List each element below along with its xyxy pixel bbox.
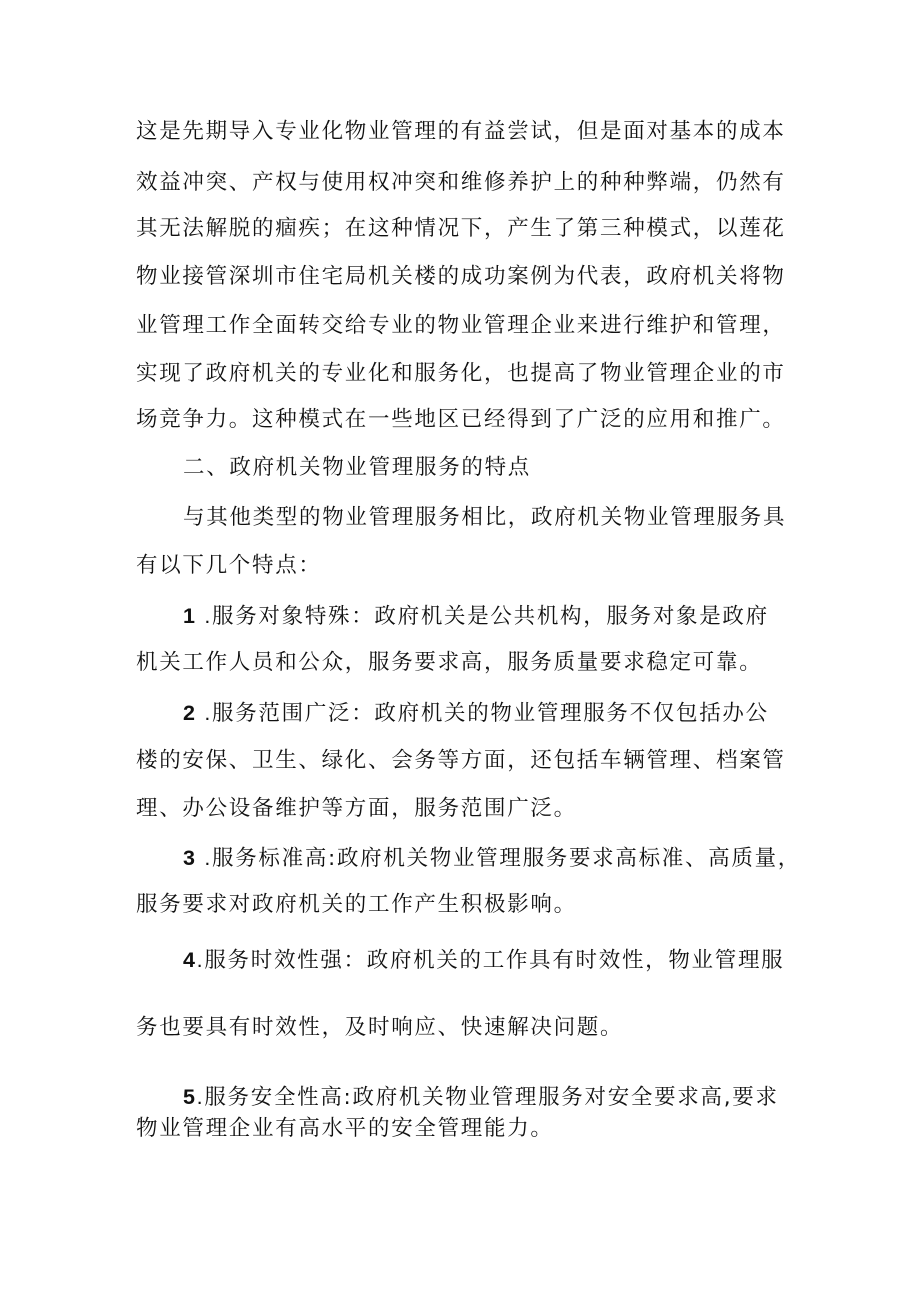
item-text: 服务标准高:政府机关物业管理服务要求高标准、高质量， xyxy=(212,846,801,871)
paragraph-line: 效益冲突、产权与使用权冲突和维修养护上的种种弊端，仍然有 xyxy=(136,170,786,195)
list-item-5-continuation: 物业管理企业有高水平的安全管理能力。 xyxy=(136,1116,554,1141)
item-text: 服务对象特殊：政府机关是公共机构，服务对象是政府 xyxy=(212,604,769,629)
item-text: 服务安全性高:政府机关物业管理服务对安全要求高,要求 xyxy=(204,1085,779,1110)
list-item-2-continuation: 理、办公设备维护等方面，服务范围广泛。 xyxy=(136,796,577,821)
paragraph-line: 这是先期导入专业化物业管理的有益尝试，但是面对基本的成本 xyxy=(136,119,786,144)
paragraph-line: 其无法解脱的痼疾；在这种情况下，产生了第三种模式，以莲花 xyxy=(136,216,786,241)
item-number: 3 xyxy=(183,846,197,870)
list-item-4 xyxy=(183,945,784,976)
list-item-2-continuation: 楼的安保、卫生、绿化、会务等方面，还包括车辆管理、档案管 xyxy=(136,748,786,773)
item-number: 1 xyxy=(183,604,197,628)
paragraph-line: 场竞争力。这种模式在一些地区已经得到了广泛的应用和推广。 xyxy=(136,407,786,432)
item-number: 4 xyxy=(183,948,197,972)
item-separator: . xyxy=(196,1085,205,1109)
list-item-3-continuation: 服务要求对政府机关的工作产生积极影响。 xyxy=(136,892,577,917)
list-item-2 xyxy=(183,698,769,729)
list-item-3 xyxy=(183,843,801,874)
item-number: 5 xyxy=(183,1085,197,1109)
item-separator: . xyxy=(196,701,213,725)
paragraph-line: 物业接管深圳市住宅局机关楼的成功案例为代表，政府机关将物 xyxy=(136,264,786,289)
item-number: 2 xyxy=(183,701,197,725)
paragraph-line: 实现了政府机关的专业化和服务化，也提高了物业管理企业的市 xyxy=(136,361,786,386)
list-item-1-continuation: 机关工作人员和公众，服务要求高，服务质量要求稳定可靠。 xyxy=(136,650,763,675)
section-heading: 二、政府机关物业管理服务的特点 xyxy=(183,455,532,480)
item-text: 服务时效性强：政府机关的工作具有时效性，物业管理服 xyxy=(204,948,785,973)
intro-line: 与其他类型的物业管理服务相比，政府机关物业管理服务具 xyxy=(183,505,787,530)
list-item-4-continuation: 务也要具有时效性，及时响应、快速解决问题。 xyxy=(136,1015,624,1040)
paragraph-line: 业管理工作全面转交给专业的物业管理企业来进行维护和管理， xyxy=(136,313,786,338)
item-text: 服务范围广泛：政府机关的物业管理服务不仅包括办公 xyxy=(212,701,769,726)
list-item-5 xyxy=(183,1082,779,1113)
list-item-1 xyxy=(183,601,769,632)
item-separator: . xyxy=(196,846,213,870)
item-separator: . xyxy=(196,604,213,628)
intro-line: 有以下几个特点： xyxy=(136,553,322,578)
item-separator: . xyxy=(196,948,205,972)
